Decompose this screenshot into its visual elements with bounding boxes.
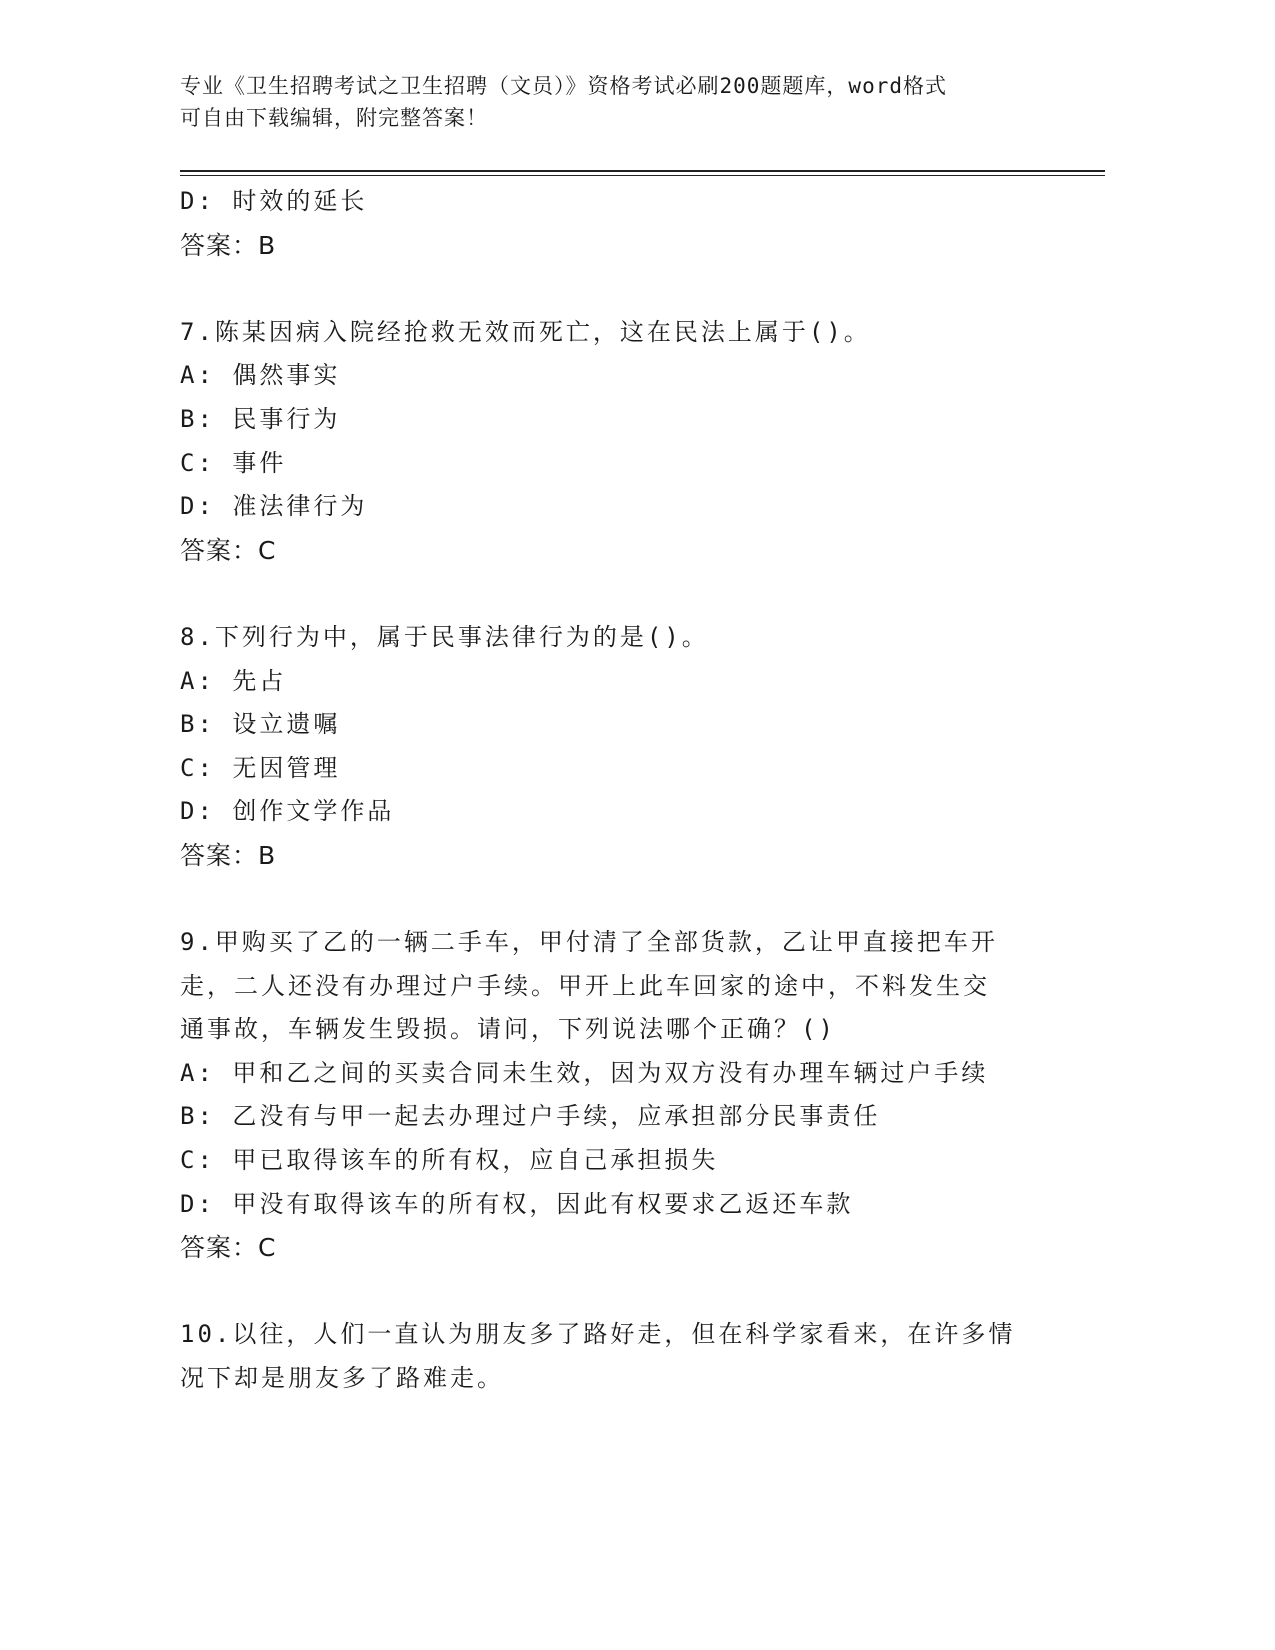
option-c: C: 甲已取得该车的所有权，应自己承担损失 — [180, 1146, 719, 1175]
question-8 — [180, 616, 1105, 878]
question-text-line-2: 走，二人还没有办理过户手续。甲开上此车回家的途中，不料发生交 — [180, 971, 990, 1000]
option-c: C: 无因管理 — [180, 753, 341, 782]
question-text: 8.下列行为中，属于民事法律行为的是()。 — [180, 622, 709, 651]
question-10 — [180, 1313, 1105, 1400]
option-b: B: 设立遗嘱 — [180, 710, 341, 739]
header-divider-thick — [180, 170, 1105, 172]
spacer — [180, 878, 1105, 922]
question-9 — [180, 921, 1105, 1270]
header-line-2: 可自由下载编辑，附完整答案！ — [180, 106, 488, 130]
option-d: D: 甲没有取得该车的所有权，因此有权要求乙返还车款 — [180, 1189, 854, 1218]
option-a: A: 先占 — [180, 666, 287, 695]
option-a: A: 甲和乙之间的买卖合同未生效，因为双方没有办理车辆过户手续 — [180, 1058, 989, 1087]
document-page — [180, 0, 1105, 1650]
option-d: D: 准法律行为 — [180, 492, 368, 521]
document-header — [180, 70, 1040, 134]
spacer — [180, 572, 1105, 616]
answer-line: 答案：C — [180, 1233, 277, 1263]
header-line-1: 专业《卫生招聘考试之卫生招聘（文员）》资格考试必刷200题题库，word格式 — [180, 74, 947, 98]
question-text-line-3: 通事故，车辆发生毁损。请问，下列说法哪个正确？() — [180, 1015, 836, 1044]
option-b: B: 乙没有与甲一起去办理过户手续，应承担部分民事责任 — [180, 1102, 881, 1131]
answer-line: 答案：C — [180, 535, 277, 565]
question-text: 7.陈某因病入院经抢救无效而死亡，这在民法上属于()。 — [180, 317, 871, 346]
question-6-tail — [180, 180, 1105, 267]
answer-line: 答案：B — [180, 230, 277, 260]
question-7 — [180, 311, 1105, 573]
question-text-line-1: 10.以往，人们一直认为朋友多了路好走，但在科学家看来，在许多情 — [180, 1320, 1016, 1349]
option-c: C: 事件 — [180, 448, 287, 477]
option-d: D: 创作文学作品 — [180, 797, 395, 826]
answer-line: 答案：B — [180, 840, 277, 870]
spacer — [180, 267, 1105, 311]
question-text-line-1: 9.甲购买了乙的一辆二手车，甲付清了全部货款，乙让甲直接把车开 — [180, 928, 998, 957]
header-divider-thin — [180, 175, 1105, 176]
option-d: D: 时效的延长 — [180, 187, 368, 215]
question-list — [180, 180, 1105, 1401]
option-a: A: 偶然事实 — [180, 361, 341, 390]
spacer — [180, 1270, 1105, 1314]
option-b: B: 民事行为 — [180, 404, 341, 433]
question-text-line-2: 况下却是朋友多了路难走。 — [180, 1364, 504, 1393]
